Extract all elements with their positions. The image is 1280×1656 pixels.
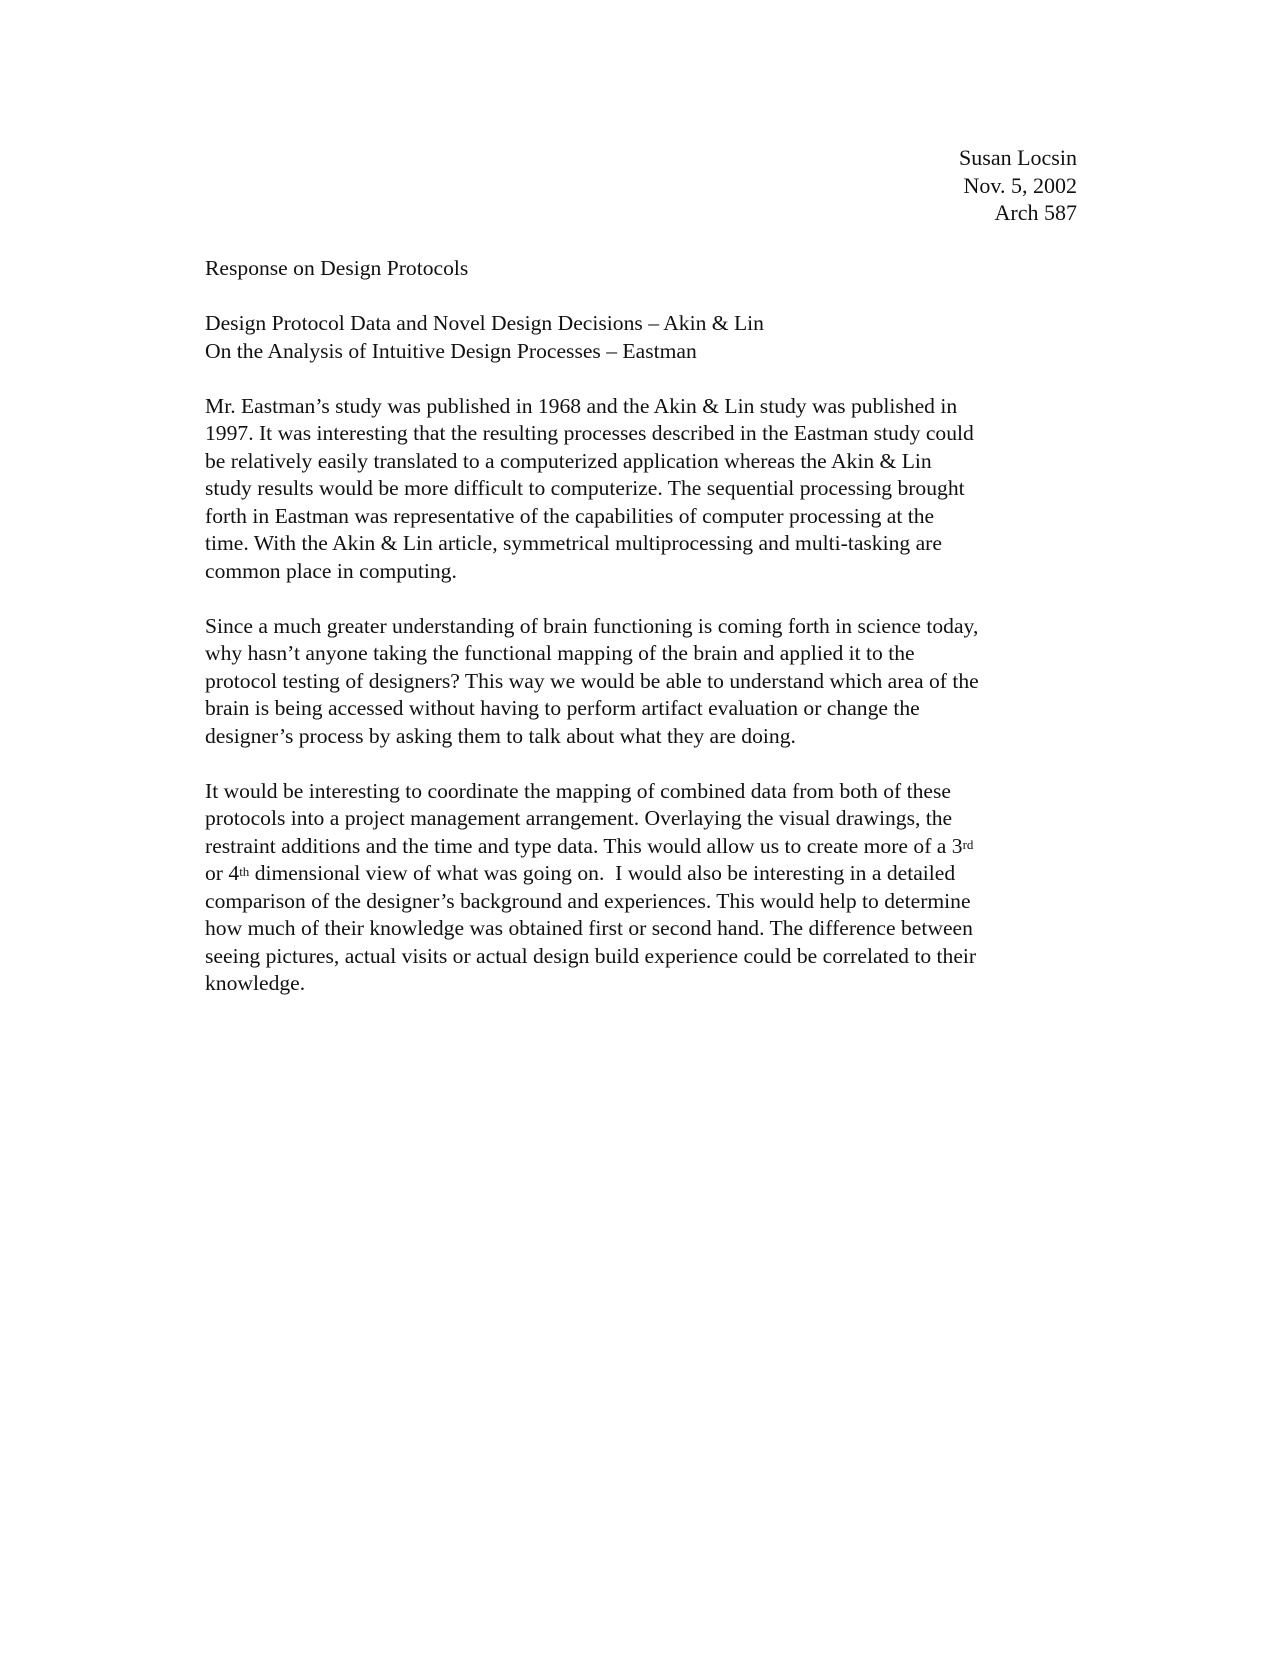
text-run: dimensional view of what was going on. I would also be interesting in a detailed [249,861,956,885]
text-line: forth in Eastman was representative of the capabilities of computer processing at the [205,503,935,528]
text-line: comparison of the designer’s background and experiences. This would help to determine [205,888,971,913]
ordinal-superscript: th [239,864,250,879]
course-code: Arch 587 [994,200,1077,225]
text-run: or 4 [205,861,240,885]
text-line: common place in computing. [205,558,457,583]
text-line: It would be interesting to coordinate the mapping of combined data from both of these [205,778,951,803]
spacer [205,750,1073,778]
author-name: Susan Locsin [959,145,1077,170]
spacer [205,585,1073,613]
text-line: Mr. Eastman’s study was published in 1968 and the Akin & Lin study was published in [205,393,958,418]
text-line: time. With the Akin & Lin article, symmetrical multiprocessing and multi-tasking are [205,531,942,555]
text-line: Since a much greater understanding of brain functioning is coming forth in science today, [205,613,979,638]
text-line: why hasn’t anyone taking the functional mapping of the brain and applied it to the [205,641,915,665]
author-header [959,144,1077,227]
paragraph-2 [205,613,1073,751]
spacer [205,365,1073,393]
text-line: protocol testing of designers? This way we would be able to understand which area of the [205,668,979,693]
paragraph-1 [205,393,1073,586]
ordinal-superscript: rd [962,836,974,852]
text-line [205,860,1073,888]
text-line: knowledge. [205,971,306,995]
paragraph-3 [205,778,1073,998]
text-line: 1997. It was interesting that the resulting processes described in the Eastman study could [205,421,974,445]
text-line: protocols into a project management arrangement. Overlaying the visual drawings, the [205,806,953,830]
text-run: restraint additions and the time and type data. This would allow us to create more of a 3 [205,833,963,858]
text-line: study results would be more difficult to computerize. The sequential processing brought [205,476,965,500]
spacer [205,283,1073,311]
document-date: Nov. 5, 2002 [963,172,1077,198]
document-title: Response on Design Protocols [205,256,469,280]
document-body [205,255,1073,998]
text-line: brain is being accessed without having to perform artifact evaluation or change the [205,696,920,720]
text-line: designer’s process by asking them to talk about what they are doing. [205,723,796,748]
text-line: seeing pictures, actual visits or actual design build experience could be correlated to their [205,943,977,968]
text-line: how much of their knowledge was obtained first or second hand. The difference between [205,916,973,940]
reference-line: Design Protocol Data and Novel Design Decisions – Akin & Lin [205,311,764,335]
text-line [205,833,1073,861]
text-line: be relatively easily translated to a computerized application whereas the Akin & Lin [205,448,932,473]
reference-line: On the Analysis of Intuitive Design Processes – Eastman [205,338,697,363]
